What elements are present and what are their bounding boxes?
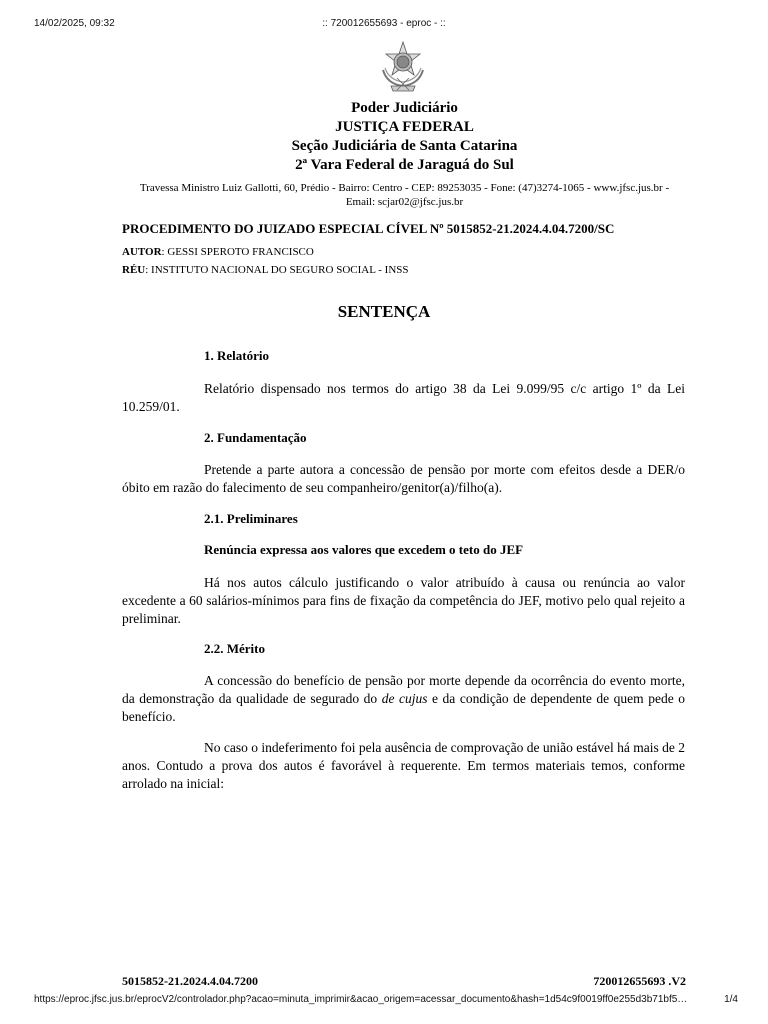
print-footer xyxy=(0,994,768,1008)
section-2-2-text-2 xyxy=(122,739,685,793)
section-1-title: 1. Relatório xyxy=(204,348,269,363)
section-2-2-body-a: A concessão do benefício de pensão por morte depende da ocorrência do evento morte, da demonstração da qualidade de segurado do xyxy=(122,673,685,706)
print-title: :: 720012655693 - eproc - :: xyxy=(322,18,446,29)
footer-process-number: 5015852-21.2024.4.04.7200 xyxy=(122,974,258,988)
court-address xyxy=(122,181,687,209)
section-2-1-subtitle: Renúncia expressa aos valores que excedem o teto do JEF xyxy=(204,542,524,557)
print-header xyxy=(0,18,768,32)
letterhead-line-1: Poder Judiciário xyxy=(351,100,458,116)
section-1-body: Relatório dispensado nos termos do artigo 38 da Lei 9.099/95 c/c artigo 1º da Lei 10.259/01. xyxy=(122,381,685,414)
address-line-2: Email: scjar02@jfsc.jus.br xyxy=(345,196,464,208)
defendant-label: RÉU xyxy=(122,264,146,276)
section-2-1-title: 2.1. Preliminares xyxy=(204,511,298,526)
section-2-2-title: 2.2. Mérito xyxy=(204,641,266,656)
section-2-1-body: Há nos autos cálculo justificando o valor atribuído à causa ou renúncia ao valor excedente a 60 salários-mínimos para fins de fixação da competência do JEF, motivo pelo qual rejeito a preliminar. xyxy=(122,575,685,626)
author-label: AUTOR xyxy=(122,246,162,258)
section-2-2-latin-term: de cujus xyxy=(381,691,428,706)
section-2-text xyxy=(122,461,685,497)
defendant-value: : INSTITUTO NACIONAL DO SEGURO SOCIAL - INSS xyxy=(145,264,409,276)
section-1-text xyxy=(122,380,685,416)
print-datetime: 14/02/2025, 09:32 xyxy=(34,18,115,29)
document-heading: SENTENÇA xyxy=(337,302,431,321)
author-value: : GESSI SPEROTO FRANCISCO xyxy=(161,246,314,258)
section-2-1-text xyxy=(122,574,685,628)
letterhead-line-2: JUSTIÇA FEDERAL xyxy=(335,119,474,135)
party-author xyxy=(122,246,314,258)
section-2-title: 2. Fundamentação xyxy=(204,430,307,445)
section-2-2-body-b: e da condição de dependente de quem pede o benefício. xyxy=(122,691,685,724)
address-line-1: Travessa Ministro Luiz Gallotti, 60, Prédio - Bairro: Centro - CEP: 89253035 - Fone: (47)3274-1065 - www.jfsc.jus.br - xyxy=(139,182,670,194)
party-defendant xyxy=(122,264,409,276)
print-page-number: 1/4 xyxy=(724,994,738,1005)
section-2-2-text xyxy=(122,672,685,726)
letterhead-line-4: 2ª Vara Federal de Jaraguá do Sul xyxy=(295,157,514,173)
coat-of-arms-icon xyxy=(377,40,429,94)
print-url: https://eproc.jfsc.jus.br/eprocV2/controlador.php?acao=minuta_imprimir&acao_origem=acessar_documento&hash=1d54c9f0019ff0e255d3b71bf5… xyxy=(34,994,688,1005)
letterhead-line-3: Seção Judiciária de Santa Catarina xyxy=(291,138,518,154)
section-2-body: Pretende a parte autora a concessão de pensão por morte com efeitos desde a DER/o óbito em razão do falecimento de seu companheiro/genitor(a)/filho(a). xyxy=(122,462,685,495)
footer-doc-id: 720012655693 .V2 xyxy=(593,974,686,988)
section-2-2-body-2: No caso o indeferimento foi pela ausência de comprovação de união estável há mais de 2 anos. Contudo a prova dos autos é favorável à requerente. Em termos materiais temos, conforme arrolado na inicial: xyxy=(122,740,685,791)
process-title: PROCEDIMENTO DO JUIZADO ESPECIAL CÍVEL Nº 5015852-21.2024.4.04.7200/SC xyxy=(122,221,615,236)
letterhead xyxy=(122,99,687,175)
